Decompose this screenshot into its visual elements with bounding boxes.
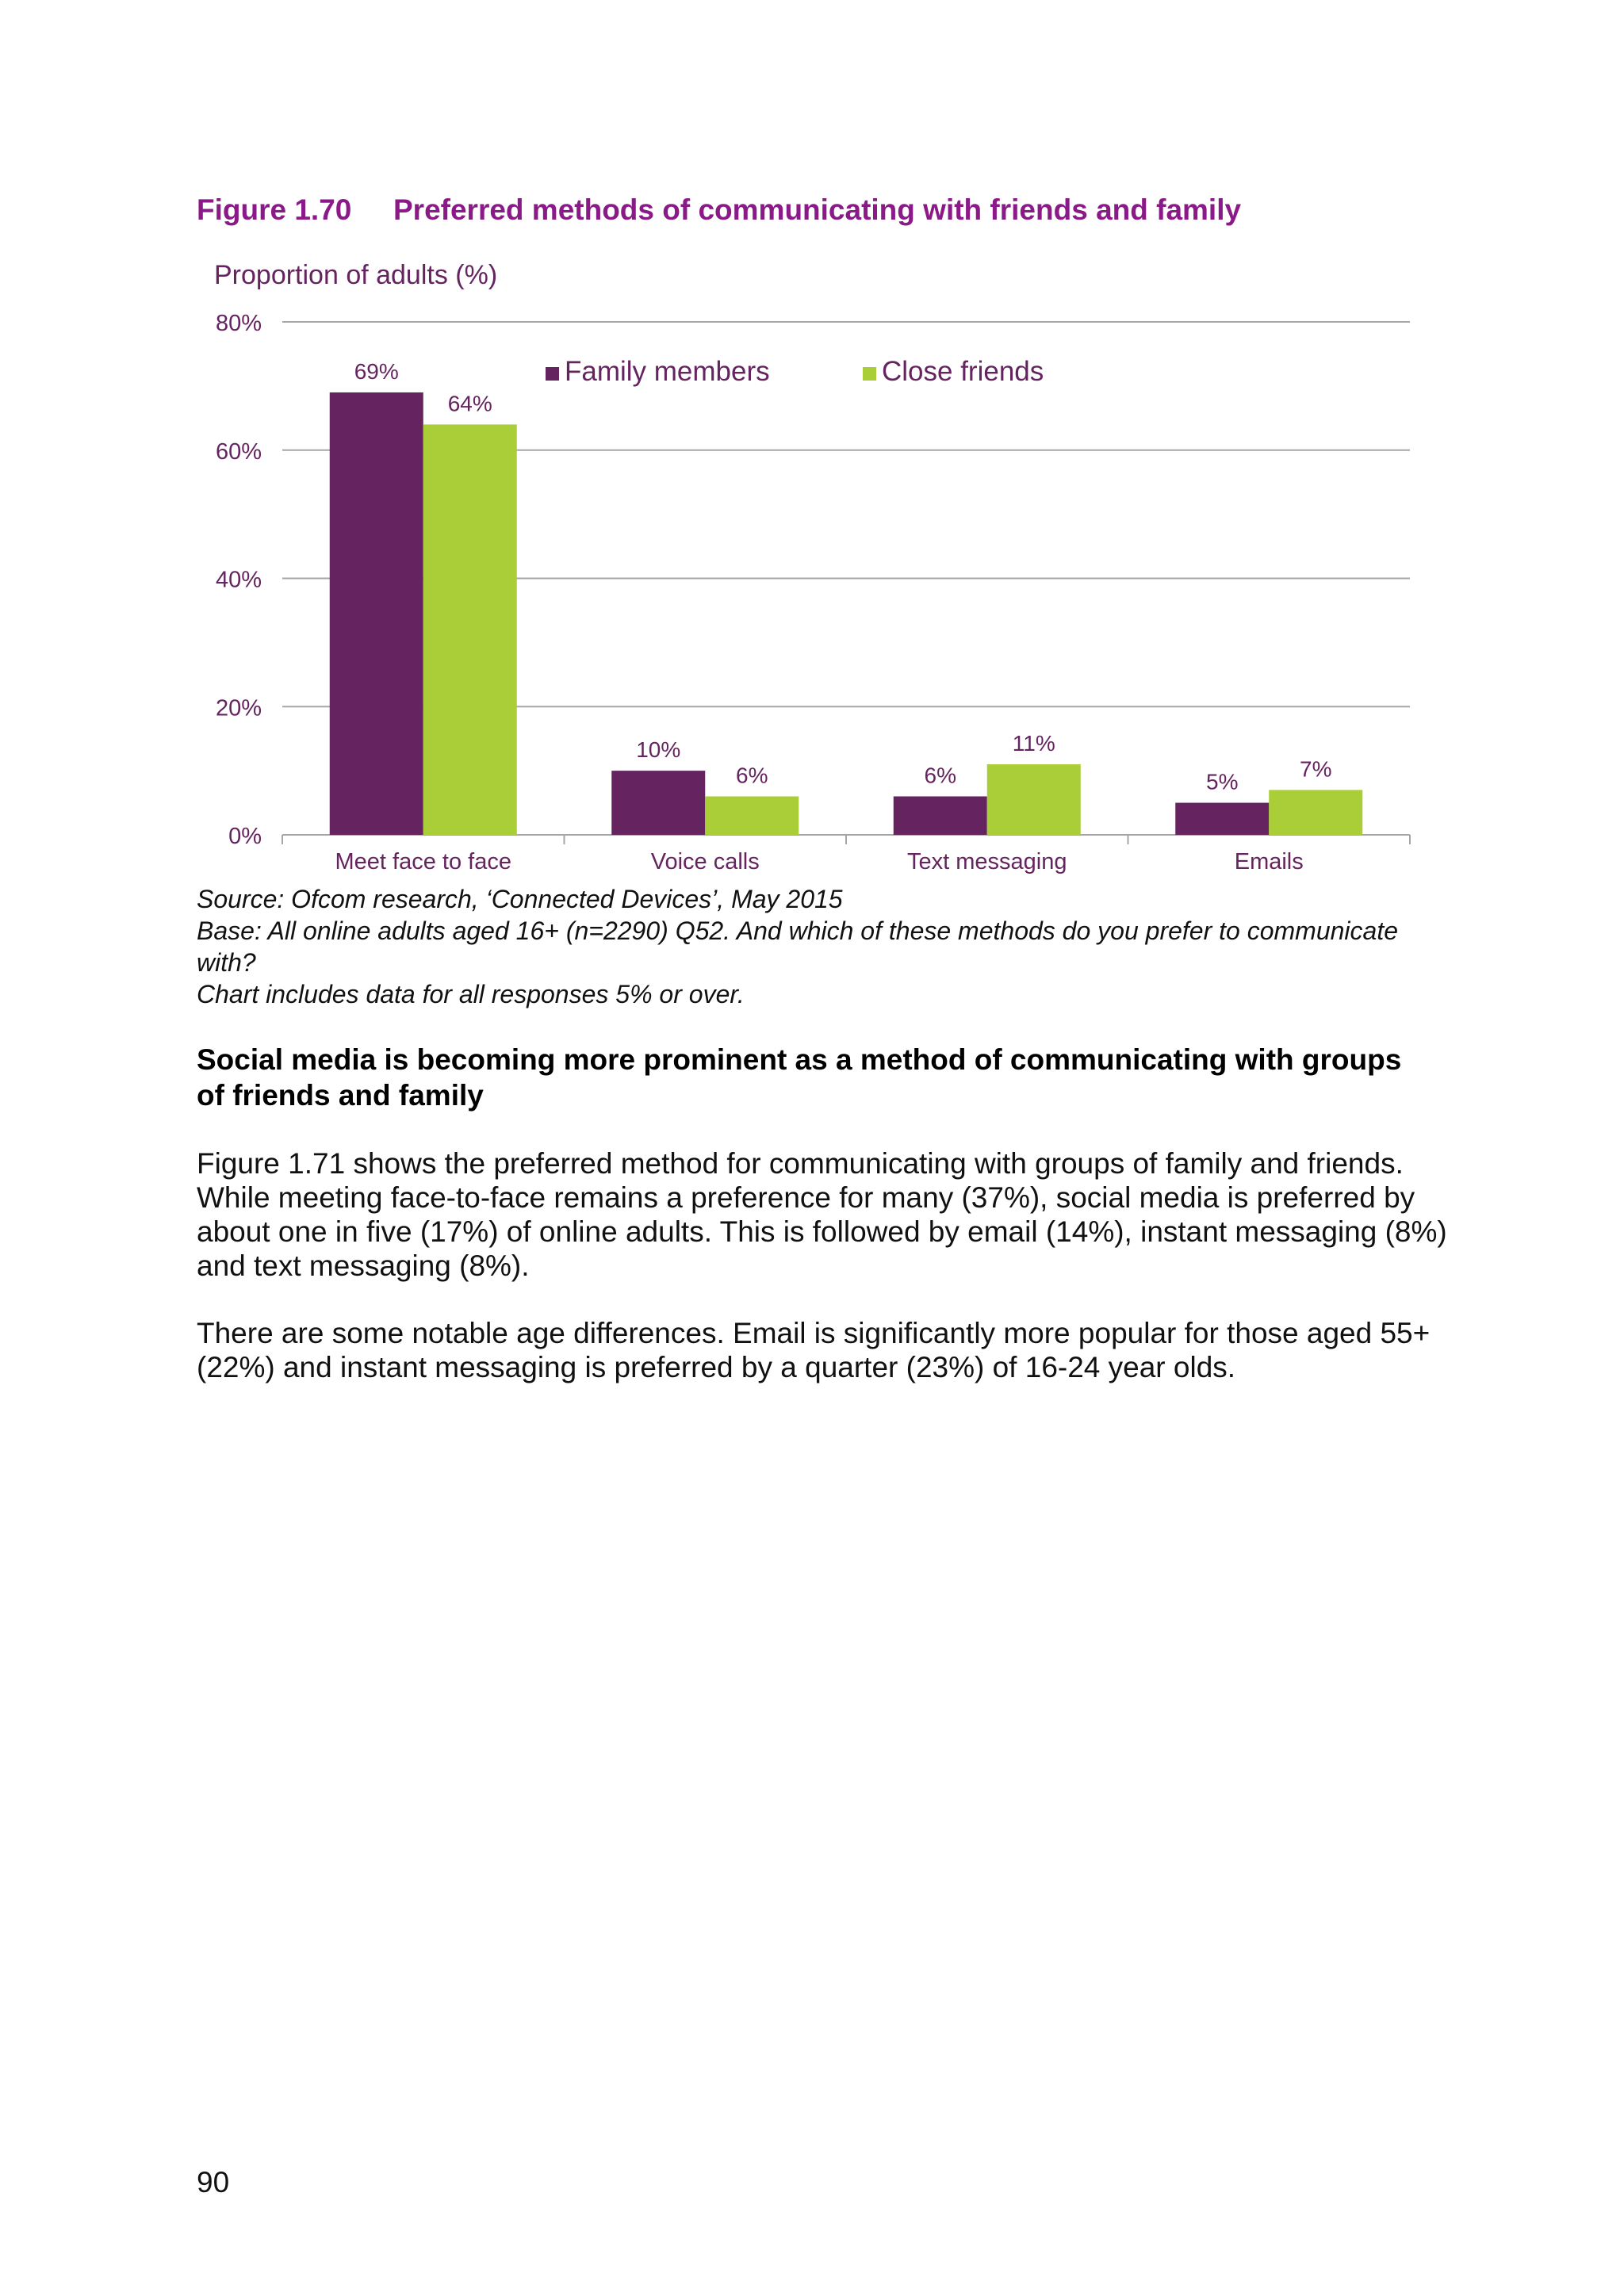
y-tick-label: 60% — [215, 438, 262, 465]
data-label: 6% — [736, 763, 768, 788]
figure-title — [197, 193, 1465, 227]
legend-swatch-friends — [863, 367, 876, 381]
figure-caption: Preferred methods of communicating with friends and family — [393, 193, 1242, 226]
data-label: 11% — [1012, 731, 1055, 756]
data-label: 10% — [636, 737, 681, 763]
y-tick-label: 80% — [215, 311, 262, 336]
bar-friends — [423, 424, 517, 835]
body-paragraph: Figure 1.71 shows the preferred method for communicating with groups of family and friends. While meeting face-to-face remains a preference for many (37%), social media is preferred by about one in five (17%) of online adults. This is followed by email (14%), instant messaging (8%) and text messaging (8%). — [197, 1147, 1447, 1282]
y-tick-label: 0% — [228, 824, 262, 849]
bar-chart — [197, 252, 1434, 878]
body-paragraph: There are some notable age differences. Email is significantly more popular for those aged 55+ (22%) and instant messaging is preferred by a quarter (23%) of 16-24 year olds. — [197, 1317, 1431, 1383]
page-number: 90 — [197, 2166, 230, 2198]
legend-label-family: Family members — [565, 356, 770, 387]
x-tick-label: Voice calls — [650, 849, 760, 874]
bar-friends — [1269, 790, 1362, 835]
y-axis-title: Proportion of adults (%) — [214, 260, 498, 290]
bar-family — [611, 771, 705, 835]
y-tick-label: 40% — [215, 567, 262, 593]
y-tick-label: 20% — [215, 695, 262, 721]
base-note: Base: All online adults aged 16+ (n=2290) Q52. And which of these methods do you prefer to communicate with? — [197, 916, 1405, 977]
data-label: 64% — [447, 391, 492, 416]
chart-notes — [197, 883, 1450, 1010]
bar-family — [894, 796, 987, 835]
x-tick-label: Meet face to face — [335, 849, 511, 874]
bar-friends — [705, 796, 799, 835]
includes-note: Chart includes data for all responses 5% or over. — [197, 980, 745, 1008]
x-tick-label: Text messaging — [907, 849, 1067, 874]
legend-swatch-family — [546, 367, 559, 381]
source-note: Source: Ofcom research, ‘Connected Devices’, May 2015 — [197, 885, 843, 913]
data-label: 7% — [1300, 756, 1332, 782]
data-label: 6% — [924, 763, 956, 788]
bar-family — [1175, 803, 1269, 835]
chart-svg — [197, 252, 1434, 878]
figure-number: Figure 1.70 — [197, 193, 352, 226]
data-label: 5% — [1206, 769, 1239, 794]
bar-family — [330, 392, 423, 835]
bar-friends — [987, 764, 1081, 835]
legend-label-friends: Close friends — [882, 356, 1044, 387]
x-tick-label: Emails — [1234, 849, 1304, 874]
data-label: 69% — [354, 358, 399, 384]
section-heading: Social media is becoming more prominent as a method of communicating with groups of friends and family — [197, 1043, 1402, 1112]
